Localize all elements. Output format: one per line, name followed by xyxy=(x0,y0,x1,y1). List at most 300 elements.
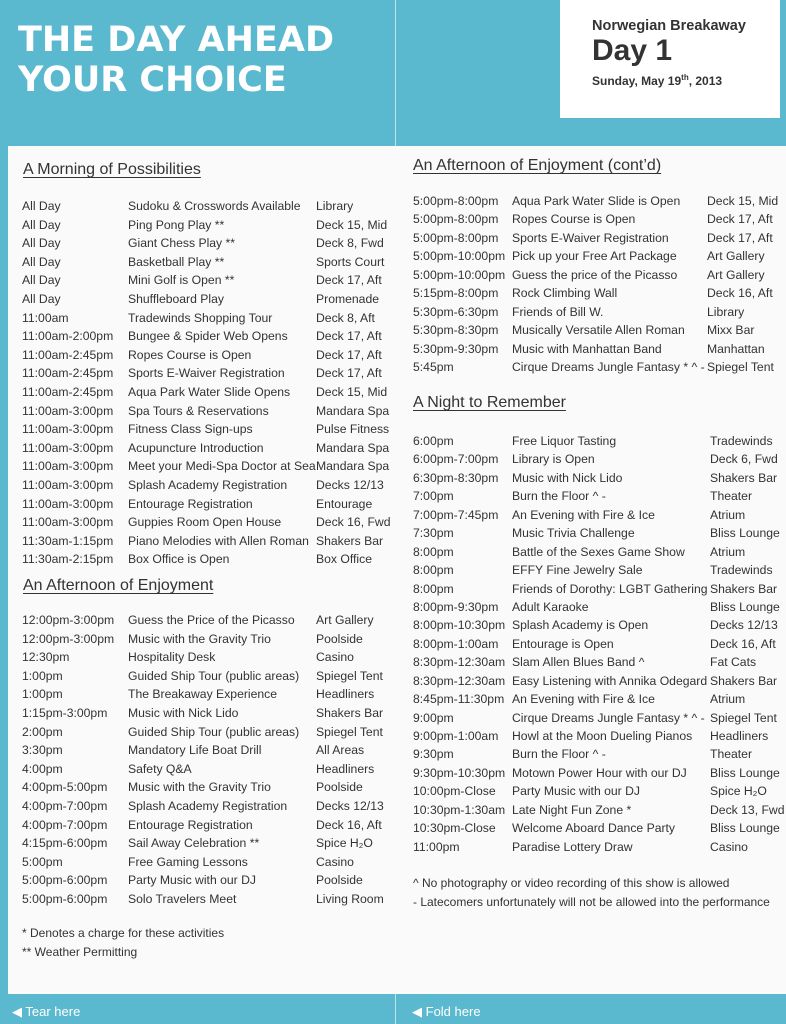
row-time: 6:00pm xyxy=(413,434,454,448)
row-time: 11:00am-3:00pm xyxy=(22,422,114,437)
row-location: Sports Court xyxy=(316,254,385,269)
row-location: Decks 12/13 xyxy=(316,477,384,492)
row-activity: Guppies Room Open House xyxy=(128,515,282,530)
schedule-row xyxy=(22,236,402,255)
afternoon-schedule xyxy=(22,613,402,911)
row-location: Mixx Bar xyxy=(707,323,755,338)
row-time: 8:00pm-1:00am xyxy=(413,636,499,651)
row-location: Spiegel Tent xyxy=(707,359,774,374)
row-time: 11:00am-3:00pm xyxy=(22,477,114,492)
schedule-row xyxy=(22,459,402,478)
schedule-row xyxy=(413,212,783,230)
schedule-row xyxy=(413,711,783,729)
schedule-row xyxy=(413,600,783,618)
row-activity: Paradise Lottery Draw xyxy=(512,839,633,854)
row-location: All Areas xyxy=(316,743,365,758)
row-location: Shakers Bar xyxy=(710,470,778,485)
footnote: - Latecomers unfortunately will not be allowed into the performance xyxy=(413,894,770,909)
row-time: 5:30pm-9:30pm xyxy=(413,341,499,356)
row-time: 12:30pm xyxy=(22,650,70,665)
row-time: 9:30pm-10:30pm xyxy=(413,765,506,780)
row-location: Deck 16, Aft xyxy=(710,636,776,651)
row-location: Box Office xyxy=(316,552,372,567)
row-location: Shakers Bar xyxy=(316,705,384,720)
schedule-row xyxy=(413,471,783,489)
row-time: 6:00pm-7:00pm xyxy=(413,452,499,467)
row-location: Headliners xyxy=(316,761,375,776)
row-activity: Motown Power Hour with our DJ xyxy=(512,765,687,780)
schedule-row xyxy=(22,422,402,441)
row-location: Promenade xyxy=(316,291,380,306)
row-location: Art Gallery xyxy=(707,267,765,282)
row-activity: Mini Golf is Open ** xyxy=(128,273,235,288)
row-time: 9:30pm xyxy=(413,747,454,762)
day-box xyxy=(560,0,780,118)
row-time: 8:30pm-12:30am xyxy=(413,655,506,670)
schedule-row xyxy=(22,385,402,404)
schedule-row xyxy=(413,582,783,600)
row-location: Deck 15, Mid xyxy=(316,384,388,399)
row-location: Deck 17, Aft xyxy=(707,230,773,245)
row-time: 6:30pm-8:30pm xyxy=(413,470,499,485)
section-title-afternoon: An Afternoon of Enjoyment xyxy=(23,577,214,594)
row-activity: Adult Karaoke xyxy=(512,599,589,614)
row-location: Bliss Lounge xyxy=(710,599,780,614)
row-activity: Hospitality Desk xyxy=(128,650,216,665)
section-title-night: A Night to Remember xyxy=(413,394,566,411)
schedule-row xyxy=(413,563,783,581)
row-location: Casino xyxy=(316,854,354,869)
schedule-row xyxy=(22,552,402,571)
schedule-row xyxy=(413,268,783,286)
row-activity: Howl at the Moon Dueling Pianos xyxy=(512,729,693,743)
row-location: Deck 6, Fwd xyxy=(710,452,778,467)
schedule-row xyxy=(413,840,783,858)
schedule-row xyxy=(22,855,402,874)
row-activity: EFFY Fine Jewelry Sale xyxy=(512,563,643,578)
row-location: Casino xyxy=(710,839,748,854)
row-location: Bliss Lounge xyxy=(710,765,780,780)
row-location: Theater xyxy=(710,489,753,504)
row-location: Casino xyxy=(316,650,354,665)
fold-here-text: Fold here xyxy=(425,1004,481,1019)
schedule-row xyxy=(22,892,402,911)
row-time: All Day xyxy=(22,199,61,213)
fold-here-label xyxy=(412,1004,481,1020)
schedule-row xyxy=(22,762,402,781)
schedule-row xyxy=(22,632,402,651)
row-time: 12:00pm-3:00pm xyxy=(22,613,115,627)
tear-here-label xyxy=(12,1004,80,1020)
row-time: 5:00pm-8:00pm xyxy=(413,230,499,245)
row-activity: Music Trivia Challenge xyxy=(512,526,635,541)
row-location: Deck 17, Aft xyxy=(316,366,382,381)
row-activity: Entourage Registration xyxy=(128,496,253,511)
day-number: Day 1 xyxy=(592,34,673,67)
row-activity: Aqua Park Water Slide is Open xyxy=(512,194,681,208)
footnote: ** Weather Permitting xyxy=(22,944,138,959)
date-suffix: th xyxy=(681,73,689,82)
schedule-row xyxy=(22,292,402,311)
row-location: Bliss Lounge xyxy=(710,526,780,541)
row-activity: Welcome Aboard Dance Party xyxy=(512,821,676,836)
row-location: Spiegel Tent xyxy=(710,710,777,725)
row-activity: Burn the Floor ^ - xyxy=(512,489,606,504)
row-time: 5:00pm xyxy=(22,854,63,869)
row-time: 11:30am-2:15pm xyxy=(22,552,114,567)
row-time: 4:15pm-6:00pm xyxy=(22,836,108,851)
section-title-afternoon-contd: An Afternoon of Enjoyment (cont’d) xyxy=(413,157,662,174)
row-location: Mandara Spa xyxy=(316,403,390,418)
row-time: 5:15pm-8:00pm xyxy=(413,286,499,301)
row-activity: Music with the Gravity Trio xyxy=(128,780,271,795)
row-time: 10:30pm-1:30am xyxy=(413,802,506,817)
schedule-row xyxy=(22,799,402,818)
row-time: 4:00pm xyxy=(22,761,63,776)
schedule-row xyxy=(413,784,783,802)
row-location: Atrium xyxy=(710,544,746,559)
row-location: Deck 17, Aft xyxy=(316,329,382,344)
row-activity: Music with Nick Lido xyxy=(128,705,239,720)
right-footnotes xyxy=(413,876,770,914)
schedule-row xyxy=(22,218,402,237)
schedule-sheet xyxy=(8,146,786,994)
row-time: 2:00pm xyxy=(22,724,63,739)
row-activity: Acupuncture Introduction xyxy=(128,440,264,455)
row-time: 1:00pm xyxy=(22,687,63,702)
row-time: 7:30pm xyxy=(413,526,454,541)
row-activity: Cirque Dreams Jungle Fantasy * ^ - xyxy=(512,710,705,725)
row-activity: The Breakaway Experience xyxy=(128,687,278,702)
row-location: Deck 17, Aft xyxy=(707,212,773,227)
row-location: Poolside xyxy=(316,780,363,795)
row-activity: Sports E-Waiver Registration xyxy=(512,230,669,245)
row-activity: Shuffleboard Play xyxy=(128,291,224,306)
schedule-row xyxy=(22,687,402,706)
schedule-row xyxy=(413,545,783,563)
schedule-row xyxy=(22,366,402,385)
row-time: 11:00am-3:00pm xyxy=(22,496,114,511)
date-year: , 2013 xyxy=(688,74,723,88)
tear-here-text: Tear here xyxy=(25,1004,81,1019)
row-time: 9:00pm xyxy=(413,710,454,725)
schedule-row xyxy=(413,692,783,710)
row-activity: Splash Academy Registration xyxy=(128,477,288,492)
row-time: 8:00pm xyxy=(413,544,454,559)
row-location: Tradewinds xyxy=(710,563,773,578)
date-main: Sunday, May 19 xyxy=(592,74,682,88)
row-location: Entourage xyxy=(316,496,373,511)
schedule-row xyxy=(22,650,402,669)
schedule-row xyxy=(413,434,783,452)
row-activity: Easy Listening with Annika Odegard xyxy=(512,673,708,688)
schedule-row xyxy=(22,441,402,460)
schedule-row xyxy=(413,508,783,526)
row-location: Spice H₂O xyxy=(710,784,767,799)
schedule-row xyxy=(413,323,783,341)
schedule-row xyxy=(22,706,402,725)
row-location: Deck 15, Mid xyxy=(707,194,779,208)
row-activity: Music with Manhattan Band xyxy=(512,341,662,356)
row-time: 1:15pm-3:00pm xyxy=(22,705,108,720)
row-time: All Day xyxy=(22,217,61,232)
row-location: Deck 8, Fwd xyxy=(316,236,384,251)
row-activity: Piano Melodies with Allen Roman xyxy=(128,533,309,548)
row-activity: Ropes Course is Open xyxy=(128,347,252,362)
row-location: Manhattan xyxy=(707,341,765,356)
row-time: 8:45pm-11:30pm xyxy=(413,692,505,707)
schedule-row xyxy=(413,342,783,360)
row-location: Fat Cats xyxy=(710,655,757,670)
schedule-row xyxy=(413,194,783,212)
row-location: Tradewinds xyxy=(710,434,773,448)
row-time: 5:30pm-6:30pm xyxy=(413,304,499,319)
row-activity: Spa Tours & Reservations xyxy=(128,403,269,418)
row-time: 8:00pm xyxy=(413,563,454,578)
schedule-row xyxy=(413,674,783,692)
row-activity: Late Night Fun Zone * xyxy=(512,802,632,817)
schedule-row xyxy=(413,286,783,304)
schedule-row xyxy=(22,534,402,553)
headline-line-2: YOUR CHOICE xyxy=(18,60,287,100)
schedule-row xyxy=(413,249,783,267)
row-activity: Ropes Course is Open xyxy=(512,212,636,227)
row-activity: Entourage Registration xyxy=(128,817,253,832)
morning-schedule xyxy=(22,199,402,571)
row-location: Shakers Bar xyxy=(316,533,384,548)
row-location: Shakers Bar xyxy=(710,581,778,596)
row-activity: Aqua Park Water Slide Opens xyxy=(128,384,291,399)
row-time: 8:00pm-9:30pm xyxy=(413,599,499,614)
schedule-row xyxy=(413,766,783,784)
row-activity: Free Liquor Tasting xyxy=(512,434,617,448)
row-time: 10:30pm-Close xyxy=(413,821,496,836)
headline-line-1: THE DAY AHEAD xyxy=(18,20,335,60)
row-location: Decks 12/13 xyxy=(316,798,384,813)
row-time: 7:00pm-7:45pm xyxy=(413,507,499,522)
row-time: 4:00pm-7:00pm xyxy=(22,817,108,832)
row-time: 5:00pm-8:00pm xyxy=(413,194,499,208)
row-location: Headliners xyxy=(316,687,375,702)
row-location: Spiegel Tent xyxy=(316,668,383,683)
schedule-row xyxy=(413,526,783,544)
row-time: 12:00pm-3:00pm xyxy=(22,631,115,646)
row-location: Library xyxy=(316,199,354,213)
row-activity: Music with Nick Lido xyxy=(512,470,623,485)
date xyxy=(592,73,722,88)
row-activity: Bungee & Spider Web Opens xyxy=(128,329,288,344)
row-activity: Ping Pong Play ** xyxy=(128,217,225,232)
row-time: 5:00pm-6:00pm xyxy=(22,873,108,888)
schedule-row xyxy=(22,873,402,892)
row-activity: Library is Open xyxy=(512,452,595,467)
schedule-row xyxy=(413,231,783,249)
row-location: Art Gallery xyxy=(316,613,374,627)
section-title-morning: A Morning of Possibilities xyxy=(23,161,201,178)
row-time: 1:00pm xyxy=(22,668,63,683)
row-activity: Slam Allen Blues Band ^ xyxy=(512,655,645,670)
row-activity: Tradewinds Shopping Tour xyxy=(128,310,273,325)
row-activity: Guess the price of the Picasso xyxy=(512,267,678,282)
row-location: Spice H₂O xyxy=(316,836,373,851)
night-schedule xyxy=(413,434,783,858)
row-activity: Free Gaming Lessons xyxy=(128,854,248,869)
schedule-row xyxy=(413,637,783,655)
row-time: 8:00pm-10:30pm xyxy=(413,618,506,633)
row-location: Deck 17, Aft xyxy=(316,273,382,288)
row-location: Deck 8, Aft xyxy=(316,310,375,325)
schedule-row xyxy=(413,618,783,636)
row-activity: Battle of the Sexes Game Show xyxy=(512,544,685,559)
row-time: All Day xyxy=(22,273,61,288)
row-activity: An Evening with Fire & Ice xyxy=(512,692,655,707)
row-activity: Splash Academy Registration xyxy=(128,798,288,813)
row-activity: Rock Climbing Wall xyxy=(512,286,618,301)
row-time: 8:00pm xyxy=(413,581,454,596)
row-activity: Music with the Gravity Trio xyxy=(128,631,271,646)
row-time: 4:00pm-5:00pm xyxy=(22,780,108,795)
schedule-row xyxy=(413,452,783,470)
row-time: 11:00am-3:00pm xyxy=(22,403,114,418)
schedule-row xyxy=(22,836,402,855)
left-footnotes xyxy=(22,926,224,964)
row-activity: Party Music with our DJ xyxy=(512,784,640,799)
row-time: 9:00pm-1:00am xyxy=(413,729,499,743)
footnote: ^ No photography or video recording of this show is allowed xyxy=(413,876,730,890)
row-activity: Guess the Price of the Picasso xyxy=(128,613,295,627)
row-time: 11:00pm xyxy=(413,839,460,854)
row-activity: Safety Q&A xyxy=(128,761,192,776)
row-activity: Sudoku & Crosswords Available xyxy=(128,199,301,213)
row-time: 5:30pm-8:30pm xyxy=(413,323,499,338)
schedule-row xyxy=(22,669,402,688)
row-activity: Party Music with our DJ xyxy=(128,873,256,888)
row-time: 5:00pm-10:00pm xyxy=(413,249,506,264)
ship-name: Norwegian Breakaway xyxy=(592,18,746,34)
schedule-row xyxy=(413,305,783,323)
row-activity: Guided Ship Tour (public areas) xyxy=(128,668,300,683)
row-activity: Fitness Class Sign-ups xyxy=(128,422,253,437)
row-location: Deck 13, Fwd xyxy=(710,802,785,817)
row-time: All Day xyxy=(22,254,61,269)
row-activity: Giant Chess Play ** xyxy=(128,236,236,251)
schedule-row xyxy=(413,360,783,378)
row-location: Library xyxy=(707,304,745,319)
schedule-row xyxy=(22,497,402,516)
row-location: Theater xyxy=(710,747,753,762)
row-location: Shakers Bar xyxy=(710,673,778,688)
schedule-row xyxy=(22,743,402,762)
row-location: Mandara Spa xyxy=(316,440,390,455)
row-activity: Solo Travelers Meet xyxy=(128,891,237,906)
arrow-left-icon: ◀ xyxy=(12,1004,22,1019)
row-time: 11:00am-2:00pm xyxy=(22,329,114,344)
schedule-row xyxy=(22,273,402,292)
row-time: 11:30am-1:15pm xyxy=(22,533,114,548)
row-time: 5:00pm-6:00pm xyxy=(22,891,108,906)
row-location: Poolside xyxy=(316,631,363,646)
row-time: 7:00pm xyxy=(413,489,454,504)
row-location: Mandara Spa xyxy=(316,459,390,474)
row-location: Atrium xyxy=(710,692,746,707)
row-time: 11:00am-3:00pm xyxy=(22,459,114,474)
row-location: Spiegel Tent xyxy=(316,724,383,739)
row-location: Bliss Lounge xyxy=(710,821,780,836)
row-activity: An Evening with Fire & Ice xyxy=(512,507,655,522)
schedule-row xyxy=(22,725,402,744)
row-time: All Day xyxy=(22,236,61,251)
schedule-row xyxy=(413,729,783,747)
schedule-row xyxy=(413,655,783,673)
schedule-row xyxy=(22,255,402,274)
row-location: Living Room xyxy=(316,891,384,906)
row-location: Headliners xyxy=(710,729,769,743)
row-activity: Cirque Dreams Jungle Fantasy * ^ - xyxy=(512,359,705,374)
schedule-row xyxy=(413,747,783,765)
footnote: * Denotes a charge for these activities xyxy=(22,926,225,940)
schedule-row xyxy=(413,821,783,839)
row-activity: Box Office is Open xyxy=(128,552,230,567)
row-activity: Basketball Play ** xyxy=(128,254,225,269)
row-time: 11:00am xyxy=(22,310,69,325)
row-location: Decks 12/13 xyxy=(710,618,778,633)
row-activity: Entourage is Open xyxy=(512,636,614,651)
row-time: 11:00am-2:45pm xyxy=(22,384,114,399)
afternoon-contd-schedule xyxy=(413,194,783,378)
row-activity: Burn the Floor ^ - xyxy=(512,747,606,762)
row-activity: Musically Versatile Allen Roman xyxy=(512,323,685,338)
schedule-row xyxy=(22,780,402,799)
row-time: 3:30pm xyxy=(22,743,63,758)
row-location: Atrium xyxy=(710,507,746,522)
row-time: 5:45pm xyxy=(413,359,454,374)
row-location: Deck 17, Aft xyxy=(316,347,382,362)
row-time: 11:00am-3:00pm xyxy=(22,440,114,455)
row-time: 11:00am-2:45pm xyxy=(22,347,114,362)
row-activity: Friends of Dorothy: LGBT Gathering xyxy=(512,581,708,596)
schedule-row xyxy=(413,803,783,821)
row-activity: Guided Ship Tour (public areas) xyxy=(128,724,300,739)
row-time: 8:30pm-12:30am xyxy=(413,673,506,688)
row-activity: Sports E-Waiver Registration xyxy=(128,366,285,381)
schedule-row xyxy=(22,311,402,330)
row-activity: Meet your Medi-Spa Doctor at Sea xyxy=(128,459,316,474)
schedule-row xyxy=(22,818,402,837)
row-time: All Day xyxy=(22,291,61,306)
schedule-row xyxy=(22,404,402,423)
row-time: 11:00am-2:45pm xyxy=(22,366,114,381)
schedule-row xyxy=(22,613,402,632)
row-time: 5:00pm-10:00pm xyxy=(413,267,506,282)
schedule-row xyxy=(22,348,402,367)
schedule-row xyxy=(22,515,402,534)
row-time: 5:00pm-8:00pm xyxy=(413,212,499,227)
schedule-row xyxy=(413,489,783,507)
row-activity: Mandatory Life Boat Drill xyxy=(128,743,262,758)
row-location: Art Gallery xyxy=(707,249,765,264)
row-location: Deck 16, Aft xyxy=(316,817,382,832)
row-activity: Pick up your Free Art Package xyxy=(512,249,677,264)
row-location: Pulse Fitness xyxy=(316,422,390,437)
schedule-row xyxy=(22,329,402,348)
row-activity: Splash Academy is Open xyxy=(512,618,649,633)
schedule-row xyxy=(22,199,402,218)
row-time: 4:00pm-7:00pm xyxy=(22,798,108,813)
row-location: Deck 16, Fwd xyxy=(316,515,391,530)
row-time: 10:00pm-Close xyxy=(413,784,496,799)
row-location: Deck 16, Aft xyxy=(707,286,773,301)
arrow-left-icon: ◀ xyxy=(412,1004,422,1019)
